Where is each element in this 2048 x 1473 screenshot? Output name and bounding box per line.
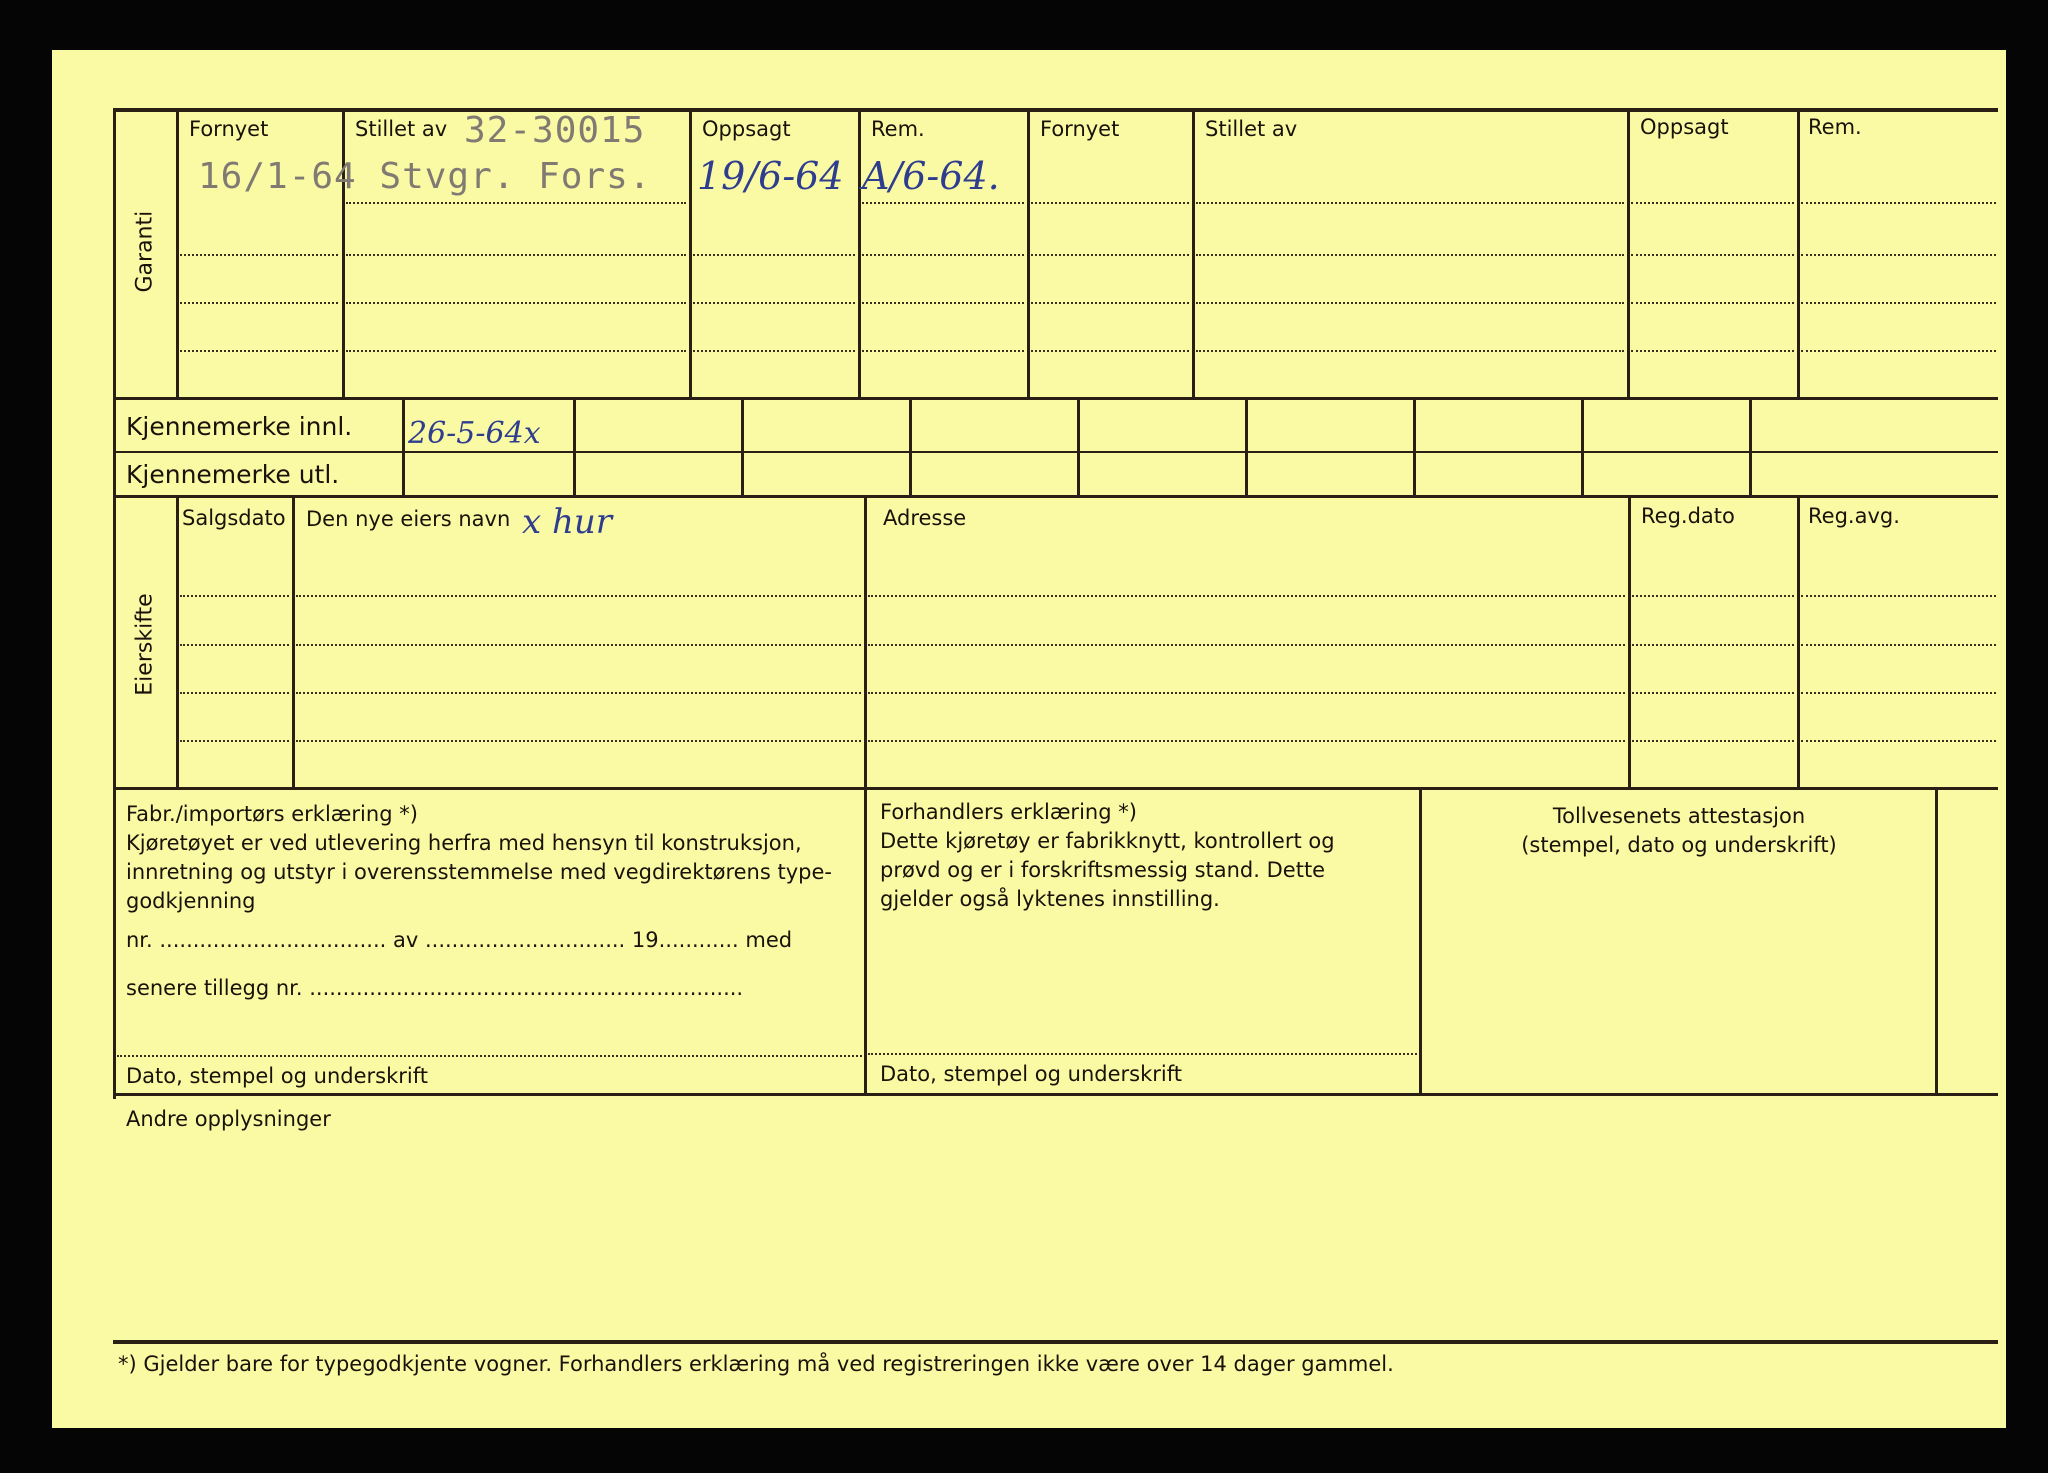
dotted-line <box>1632 740 1794 742</box>
dotted-line <box>1801 740 1996 742</box>
dotted-line <box>180 302 338 304</box>
divider <box>1797 498 1800 789</box>
andre-label: Andre opplysninger <box>126 1107 331 1131</box>
fabr-nr-line: nr. .................................. av .............................. 19............ med <box>126 928 793 952</box>
divider <box>113 108 1998 112</box>
divider <box>113 1093 1998 1096</box>
dotted-line <box>1632 644 1794 646</box>
header-stillet-av-2: Stillet av <box>1205 117 1298 141</box>
divider <box>741 400 744 497</box>
handwritten-name: x hur <box>522 502 613 542</box>
divider <box>864 790 867 1095</box>
dotted-line <box>1631 202 1794 204</box>
forhandler-line-2: prøvd og er i forskriftsmessig stand. Dette <box>880 858 1326 882</box>
dotted-line <box>868 644 1625 646</box>
divider <box>1413 400 1416 497</box>
dotted-line <box>862 254 1024 256</box>
divider <box>864 498 867 789</box>
dotted-line <box>1031 254 1189 256</box>
dotted-line <box>862 202 1024 204</box>
dotted-line <box>1801 254 1996 256</box>
garanti-label: Garanti <box>132 210 158 293</box>
dotted-line <box>180 350 338 352</box>
divider <box>1627 112 1630 399</box>
dotted-line <box>1196 350 1624 352</box>
dotted-line <box>1801 302 1996 304</box>
header-stillet-av: Stillet av <box>355 117 448 141</box>
header-oppsagt-2: Oppsagt <box>1640 115 1729 139</box>
dotted-line <box>1632 692 1794 694</box>
divider <box>689 112 692 399</box>
divider <box>1749 400 1752 497</box>
divider <box>573 400 576 497</box>
header-reg-avg: Reg.avg. <box>1808 504 1900 528</box>
fabr-title: Fabr./importørs erklæring *) <box>126 802 418 826</box>
header-salgsdato: Salgsdato <box>182 506 286 530</box>
forhandler-title: Forhandlers erklæring *) <box>880 800 1137 824</box>
dotted-line <box>117 1055 862 1057</box>
kjennemerke-utl-label: Kjennemerke utl. <box>126 460 340 489</box>
fabr-footer: Dato, stempel og underskrift <box>126 1064 428 1088</box>
dotted-line <box>1801 692 1996 694</box>
divider <box>292 498 295 789</box>
dotted-line <box>346 202 686 204</box>
divider <box>113 451 1998 453</box>
divider <box>113 108 116 1099</box>
divider <box>113 1340 1998 1344</box>
dotted-line <box>693 254 855 256</box>
dotted-line <box>1801 595 1996 597</box>
fabr-line-3: godkjenning <box>126 889 256 913</box>
dotted-line <box>1031 350 1189 352</box>
handwritten-rem: A/6-64. <box>862 154 1000 198</box>
dotted-line <box>296 692 861 694</box>
forhandler-line-3: gjelder også lyktenes innstilling. <box>880 887 1220 911</box>
registration-card <box>52 50 2006 1428</box>
dotted-line <box>693 350 855 352</box>
dotted-line <box>1801 644 1996 646</box>
forhandler-line-1: Dette kjøretøy er fabrikknytt, kontrollert og <box>880 829 1335 853</box>
header-reg-dato: Reg.dato <box>1641 504 1735 528</box>
dotted-line <box>868 740 1625 742</box>
dotted-line <box>868 1053 1417 1055</box>
dotted-line <box>1631 254 1794 256</box>
divider <box>402 400 405 497</box>
divider <box>176 112 179 399</box>
divider <box>1581 400 1584 497</box>
toll-subtitle: (stempel, dato og underskrift) <box>1521 833 1837 857</box>
header-adresse: Adresse <box>883 506 967 530</box>
header-fornyet: Fornyet <box>189 117 269 141</box>
forhandler-footer: Dato, stempel og underskrift <box>880 1062 1182 1086</box>
dotted-line <box>296 740 861 742</box>
toll-title: Tollvesenets attestasjon <box>1552 804 1806 828</box>
dotted-line <box>868 692 1625 694</box>
fabr-tillegg-line: senere tillegg nr. ................................................................. <box>126 976 744 1000</box>
kjennemerke-innl-label: Kjennemerke innl. <box>126 412 353 441</box>
dotted-line <box>346 302 686 304</box>
divider <box>113 397 1998 400</box>
dotted-line <box>180 595 289 597</box>
divider <box>176 498 179 789</box>
divider <box>1797 112 1800 399</box>
dotted-line <box>346 254 686 256</box>
fabr-line-2: innretning og utstyr i overensstemmelse med vegdirektørens type- <box>126 860 832 884</box>
divider <box>909 400 912 497</box>
dotted-line <box>180 692 289 694</box>
divider <box>1077 400 1080 497</box>
dotted-line <box>1631 350 1794 352</box>
dotted-line <box>1196 302 1624 304</box>
divider <box>858 112 861 399</box>
eierskifte-label: Eierskifte <box>132 593 158 696</box>
divider <box>113 787 1998 790</box>
dotted-line <box>1031 302 1189 304</box>
header-rem-2: Rem. <box>1808 115 1862 139</box>
dotted-line <box>1632 595 1794 597</box>
dotted-line <box>1801 350 1996 352</box>
stamp-number: 32-30015 <box>464 110 646 151</box>
dotted-line <box>296 644 861 646</box>
dotted-line <box>180 254 338 256</box>
header-oppsagt: Oppsagt <box>702 117 791 141</box>
divider <box>1245 400 1248 497</box>
dotted-line <box>862 302 1024 304</box>
dotted-line <box>1196 202 1624 204</box>
divider <box>113 495 1998 498</box>
header-fornyet-2: Fornyet <box>1040 117 1120 141</box>
kjennemerke-innl-value: 26-5-64x <box>408 416 541 451</box>
dotted-line <box>1031 202 1189 204</box>
divider <box>1628 498 1631 789</box>
dotted-line <box>1196 254 1624 256</box>
dotted-line <box>1631 302 1794 304</box>
footnote: *) Gjelder bare for typegodkjente vogner. Forhandlers erklæring må ved registreringen ikke være over 14 dager gammel. <box>118 1352 1394 1376</box>
dotted-line <box>346 350 686 352</box>
divider <box>1192 112 1195 399</box>
dotted-line <box>1801 202 1996 204</box>
stamp-row: 16/1-64 Stvgr. Fors. <box>198 156 652 197</box>
header-rem: Rem. <box>871 117 925 141</box>
dotted-line <box>180 740 289 742</box>
dotted-line <box>868 595 1625 597</box>
dotted-line <box>862 350 1024 352</box>
fabr-line-1: Kjøretøyet er ved utlevering herfra med hensyn til konstruksjon, <box>126 831 802 855</box>
handwritten-oppsagt: 19/6-64 <box>697 154 844 198</box>
dotted-line <box>180 644 289 646</box>
dotted-line <box>693 302 855 304</box>
divider <box>1027 112 1030 399</box>
dotted-line <box>296 595 861 597</box>
header-nye-eiers-navn: Den nye eiers navn <box>306 507 511 531</box>
